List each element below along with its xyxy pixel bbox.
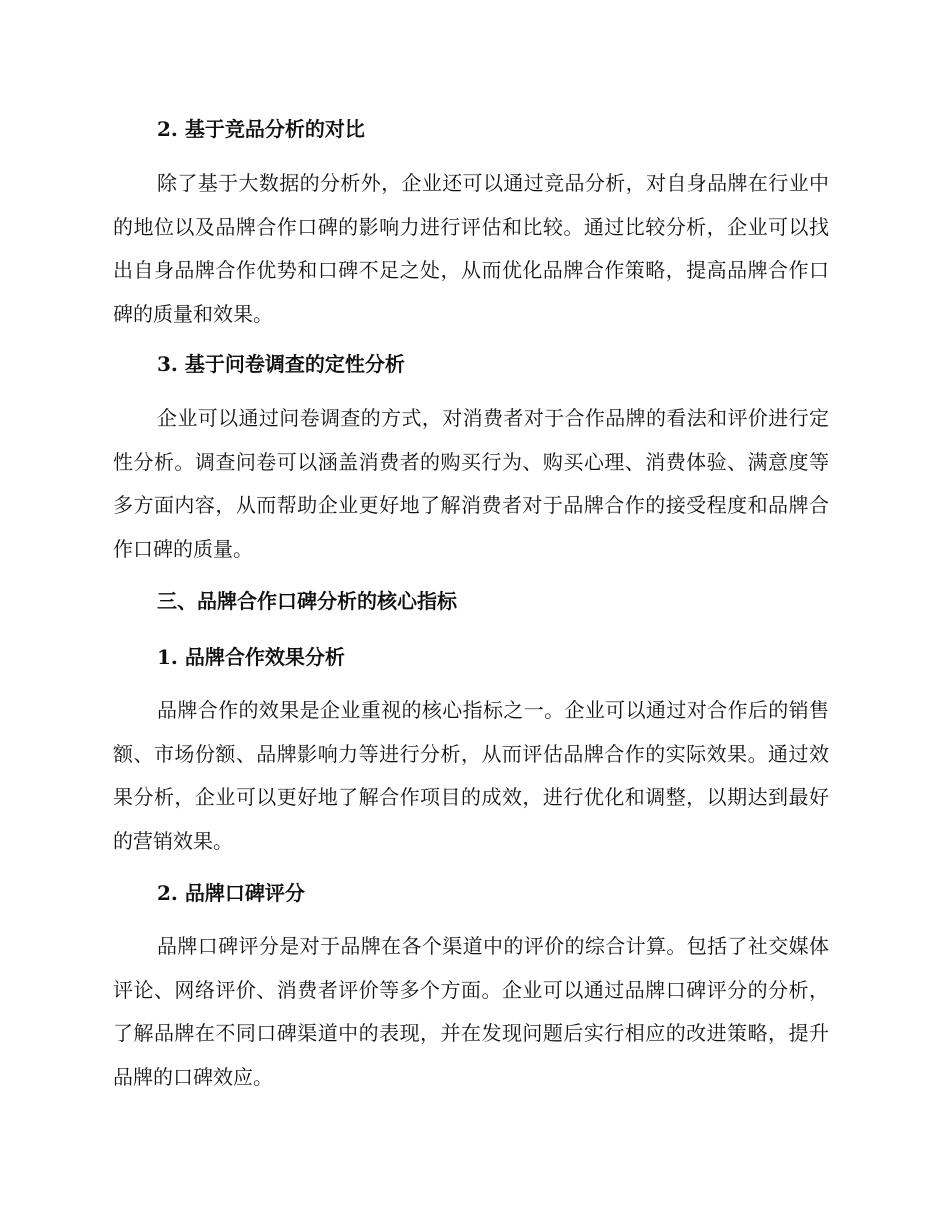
paragraph-competitor-analysis: 除了基于大数据的分析外，企业还可以通过竞品分析，对自身品牌在行业中的地位以及品牌合作口碑的影响力进行评估和比较。通过比较分析，企业可以找出自身品牌合作优势和口碑不足之处，从而优化品牌合作策略，提高品牌合作口碑的质量和效果。 [113,171,829,326]
paragraph-effect-analysis: 品牌合作的效果是企业重视的核心指标之一。企业可以通过对合作后的销售额、市场份额、品牌影响力等进行分析，从而评估品牌合作的实际效果。通过效果分析，企业可以更好地了解合作项目的成效，进行优化和调整，以期达到最好的营销效果。 [113,698,829,853]
section-heading-competitor-analysis: 2. 基于竞品分析的对比 [157,117,365,141]
paragraph-questionnaire: 企业可以通过问卷调查的方式，对消费者对于合作品牌的看法和评价进行定性分析。调查问卷可以涵盖消费者的购买行为、购买心理、消费体验、满意度等多方面内容，从而帮助企业更好地了解消费者对于品牌合作的接受程度和品牌合作口碑的质量。 [113,406,829,561]
chapter-heading-core-indicators: 三、品牌合作口碑分析的核心指标 [157,589,457,613]
section-heading-reputation-score: 2. 品牌口碑评分 [157,881,305,905]
section-heading-effect-analysis: 1. 品牌合作效果分析 [157,645,345,669]
section-heading-questionnaire: 3. 基于问卷调查的定性分析 [157,352,405,376]
paragraph-reputation-score: 品牌口碑评分是对于品牌在各个渠道中的评价的综合计算。包括了社交媒体评论、网络评价、消费者评价等多个方面。企业可以通过品牌口碑评分的分析，了解品牌在不同口碑渠道中的表现，并在发现问题后实行相应的改进策略，提升品牌的口碑效应。 [113,934,829,1089]
